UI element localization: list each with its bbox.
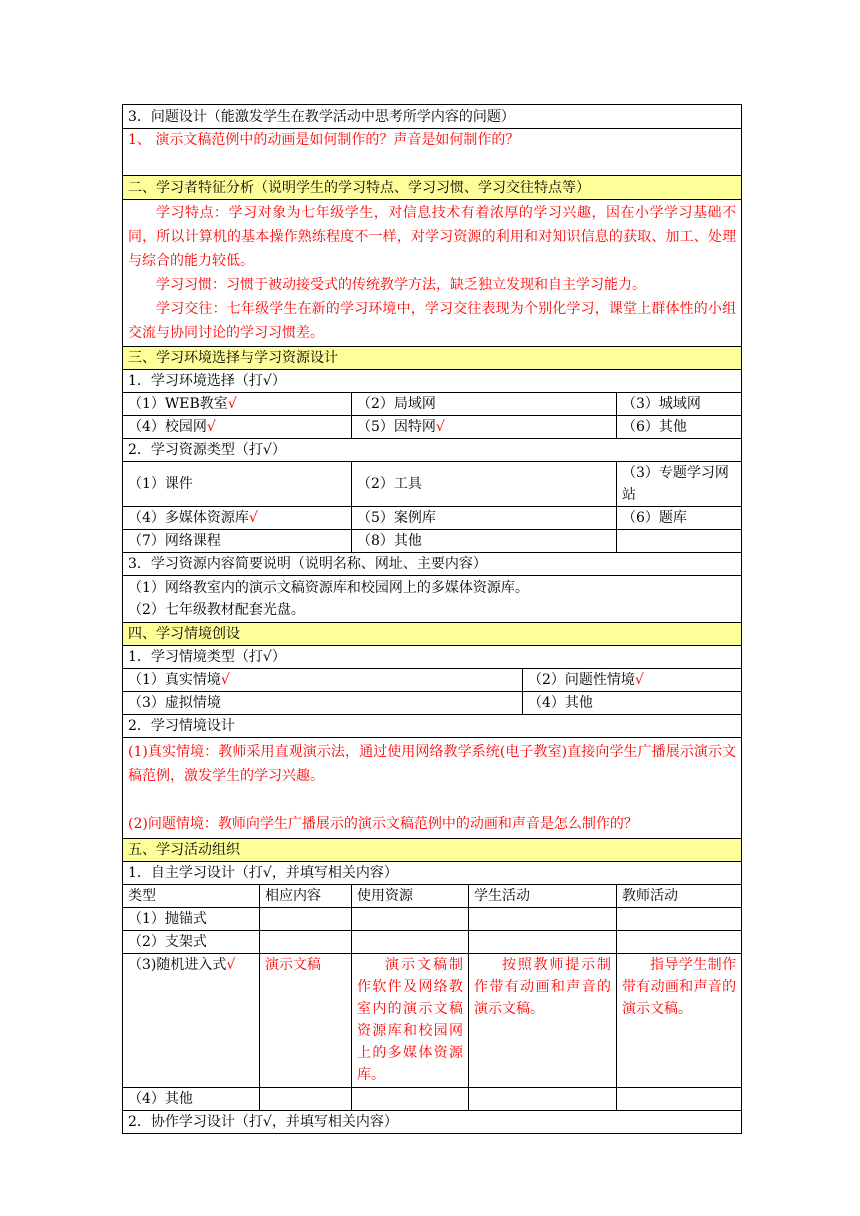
environment-select-heading: 1．学习环境选择（打√） bbox=[123, 370, 742, 393]
coop-learning-heading: 2．协作学习设计（打√，并填写相关内容） bbox=[123, 1111, 742, 1134]
resource-option: （5）案例库 bbox=[352, 507, 617, 530]
row-student bbox=[469, 908, 617, 931]
lesson-plan-page bbox=[122, 104, 741, 1134]
situation-option: （1）真实情境√ bbox=[123, 669, 523, 692]
situation-option: （3）虚拟情境 bbox=[123, 692, 523, 715]
check-mark-icon: √ bbox=[248, 510, 258, 526]
env-option: （1）WEB教室√ bbox=[123, 393, 352, 416]
col-header-resource: 使用资源 bbox=[352, 885, 469, 908]
learner-analysis-heading: 二、学习者特征分析（说明学生的学习特点、学习习惯、学习交往特点等） bbox=[123, 176, 742, 200]
situation-design-heading: 2．学习情境设计 bbox=[123, 715, 742, 738]
check-mark-icon: √ bbox=[634, 672, 644, 688]
row-type: （1）抛锚式 bbox=[123, 908, 260, 931]
self-learning-heading: 1．自主学习设计（打√，并填写相关内容） bbox=[123, 862, 742, 885]
environment-resource-heading: 三、学习环境选择与学习资源设计 bbox=[123, 347, 742, 370]
row-type: （2）支架式 bbox=[123, 931, 260, 954]
col-header-student: 学生活动 bbox=[469, 885, 617, 908]
resource-desc-body bbox=[123, 576, 742, 623]
resource-option: （4）多媒体资源库√ bbox=[123, 507, 352, 530]
row-content bbox=[260, 931, 352, 954]
row-content bbox=[260, 1088, 352, 1111]
resource-option: （8）其他 bbox=[352, 530, 617, 553]
resource-option: （3）专题学习网站 bbox=[617, 462, 742, 507]
resource-option: （2）工具 bbox=[352, 462, 617, 507]
situation-design-problem: (2)问题情境：教师向学生广播展示的演示文稿范例中的动画和声音是怎么制作的？ bbox=[128, 816, 638, 832]
question-design-heading: 3．问题设计（能激发学生在教学活动中思考所学内容的问题） bbox=[123, 105, 742, 129]
resource-option-empty bbox=[617, 530, 742, 553]
learner-interaction-paragraph: 学习交往：七年级学生在新的学习环境中，学习交往表现为个别化学习，课堂上群体性的小组交流与协同讨论的学习习惯差。 bbox=[128, 301, 737, 341]
col-header-content: 相应内容 bbox=[260, 885, 352, 908]
row-type: （3)随机进入式√ bbox=[123, 954, 260, 1088]
learner-habit-paragraph: 学习习惯：习惯于被动接受式的传统教学方法，缺乏独立发现和自主学习能力。 bbox=[156, 277, 646, 293]
row-student: 按照教师提示制作带有动画和声音的演示文稿。 bbox=[469, 954, 617, 1088]
resource-option: （7）网络课程 bbox=[123, 530, 352, 553]
situation-type-heading: 1．学习情境类型（打√） bbox=[123, 646, 742, 669]
check-mark-icon: √ bbox=[435, 419, 445, 435]
row-teacher bbox=[617, 1088, 742, 1111]
row-resource bbox=[352, 1088, 469, 1111]
env-option: （6）其他 bbox=[617, 416, 742, 439]
check-mark-icon: √ bbox=[206, 419, 216, 435]
row-resource bbox=[352, 931, 469, 954]
row-resource bbox=[352, 908, 469, 931]
lesson-plan-table bbox=[122, 104, 742, 1134]
col-header-type: 类型 bbox=[123, 885, 260, 908]
resource-desc-heading: 3．学习资源内容简要说明（说明名称、网址、主要内容） bbox=[123, 553, 742, 576]
situation-option: （4）其他 bbox=[523, 692, 742, 715]
activity-heading: 五、学习活动组织 bbox=[123, 839, 742, 862]
env-option: （2）局域网 bbox=[352, 393, 617, 416]
check-mark-icon: √ bbox=[220, 672, 230, 688]
row-resource: 演示文稿制作软件及网络教室内的演示文稿资源库和校园网上的多媒体资源库。 bbox=[352, 954, 469, 1088]
row-teacher: 指导学生制作带有动画和声音的演示文稿。 bbox=[617, 954, 742, 1088]
question-design-text: 1、 演示文稿范例中的动画是如何制作的？声音是如何制作的？ bbox=[123, 129, 742, 176]
situation-option: （2）问题性情境√ bbox=[523, 669, 742, 692]
row-teacher bbox=[617, 931, 742, 954]
blank-line bbox=[128, 788, 736, 812]
row-student bbox=[469, 1088, 617, 1111]
resource-desc-line: （2）七年级教材配套光盘。 bbox=[128, 602, 305, 618]
check-mark-icon: √ bbox=[227, 396, 237, 412]
resource-type-heading: 2．学习资源类型（打√） bbox=[123, 439, 742, 462]
row-content: 演示文稿 bbox=[260, 954, 352, 1088]
resource-option: （6）题库 bbox=[617, 507, 742, 530]
learner-feature-paragraph: 学习特点：学习对象为七年级学生，对信息技术有着浓厚的学习兴趣，因在小学学习基础不同，所以计算机的基本操作熟练程度不一样，对学习资源的利用和对知识信息的获取、加工、处理与综合的能力较低。 bbox=[128, 205, 737, 269]
check-mark-icon: √ bbox=[226, 957, 236, 973]
situation-design-body bbox=[123, 738, 742, 839]
resource-desc-line: （1）网络教室内的演示文稿资源库和校园网上的多媒体资源库。 bbox=[128, 580, 529, 596]
situation-design-real: (1)真实情境：教师采用直观演示法，通过使用网络教学系统(电子教室)直接向学生广播展示演示文稿范例，激发学生的学习兴趣。 bbox=[128, 744, 737, 784]
env-option: （5）因特网√ bbox=[352, 416, 617, 439]
env-option: （3）城域网 bbox=[617, 393, 742, 416]
row-student bbox=[469, 931, 617, 954]
situation-heading: 四、学习情境创设 bbox=[123, 623, 742, 646]
row-teacher bbox=[617, 908, 742, 931]
env-option: （4）校园网√ bbox=[123, 416, 352, 439]
row-content bbox=[260, 908, 352, 931]
row-type: （4）其他 bbox=[123, 1088, 260, 1111]
resource-option: （1）课件 bbox=[123, 462, 352, 507]
learner-analysis-body bbox=[123, 200, 742, 347]
col-header-teacher: 教师活动 bbox=[617, 885, 742, 908]
